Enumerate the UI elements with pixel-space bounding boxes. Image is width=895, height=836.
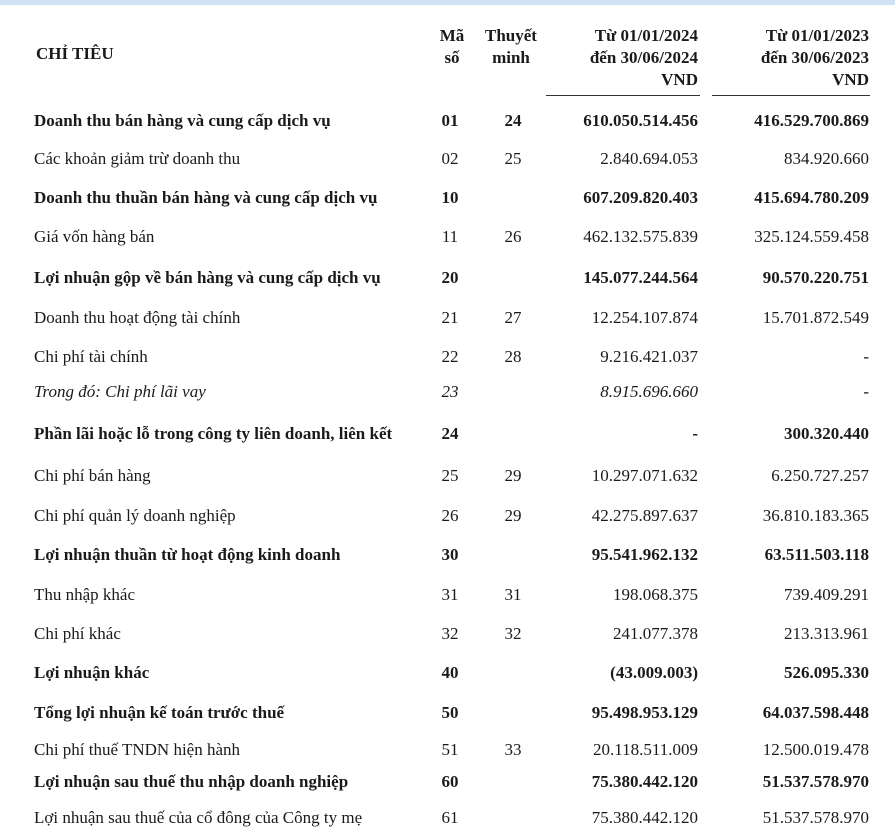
row-value-2023: 526.095.330 xyxy=(784,663,869,682)
table-row xyxy=(0,306,895,330)
row-value-2023: 415.694.780.209 xyxy=(754,188,869,207)
row-value-2023: 15.701.872.549 xyxy=(762,308,869,327)
row-note: 26 xyxy=(504,227,522,246)
row-code: 40 xyxy=(441,663,459,682)
table-row xyxy=(0,147,895,171)
row-code: 30 xyxy=(441,545,459,564)
row-name: Chi phí quản lý doanh nghiệp xyxy=(34,506,236,525)
row-value-2024: 8.915.696.660 xyxy=(600,382,698,401)
row-code: 26 xyxy=(441,506,459,525)
row-name: Doanh thu thuần bán hàng và cung cấp dịch vụ xyxy=(34,188,378,207)
row-code: 02 xyxy=(441,149,459,168)
header-period-2024-from: Từ 01/01/2024 xyxy=(594,26,698,45)
row-name: Chi phí tài chính xyxy=(34,347,148,366)
row-value-2023: 213.313.961 xyxy=(784,624,869,643)
row-code: 32 xyxy=(441,624,459,643)
row-name: Phần lãi hoặc lỗ trong công ty liên doanh, liên kết xyxy=(34,424,393,443)
row-value-2023: 834.920.660 xyxy=(784,149,869,168)
row-note: 27 xyxy=(504,308,522,327)
row-value-2024: 198.068.375 xyxy=(613,585,698,604)
row-value-2023: 90.570.220.751 xyxy=(762,268,869,287)
header-period-2023-to: đến 30/06/2023 xyxy=(760,48,869,67)
table-row xyxy=(0,345,895,369)
row-value-2023: 6.250.727.257 xyxy=(771,466,869,485)
row-code: 10 xyxy=(441,188,459,207)
row-code: 11 xyxy=(441,227,459,246)
header-ma-so xyxy=(437,25,467,69)
row-code: 20 xyxy=(441,268,459,287)
row-value-2024: 42.275.897.637 xyxy=(591,506,698,525)
table-row xyxy=(0,422,895,446)
table-row xyxy=(0,109,895,133)
header-period-2024 xyxy=(548,25,698,91)
row-name: Lợi nhuận khác xyxy=(34,663,150,682)
row-value-2024: 241.077.378 xyxy=(613,624,698,643)
row-value-2024: 75.380.442.120 xyxy=(591,772,698,791)
row-value-2024: 145.077.244.564 xyxy=(583,268,698,287)
row-value-2024: - xyxy=(692,424,698,443)
row-code: 60 xyxy=(441,772,459,791)
table-row xyxy=(0,225,895,249)
row-code: 21 xyxy=(441,308,459,327)
row-value-2023: - xyxy=(863,347,869,366)
row-code: 61 xyxy=(441,808,459,827)
row-name: Doanh thu bán hàng và cung cấp dịch vụ xyxy=(34,111,331,130)
row-note: 31 xyxy=(504,585,522,604)
row-note: 29 xyxy=(504,466,522,485)
row-name: Thu nhập khác xyxy=(34,585,136,604)
header-thuyet-minh-line2: minh xyxy=(492,48,530,67)
row-code: 25 xyxy=(441,466,459,485)
table-row xyxy=(0,543,895,567)
row-note: 28 xyxy=(504,347,522,366)
row-value-2024: 12.254.107.874 xyxy=(591,308,698,327)
row-value-2024: 95.541.962.132 xyxy=(591,545,698,564)
header-underline-2023 xyxy=(712,95,870,96)
row-value-2023: 325.124.559.458 xyxy=(754,227,869,246)
table-row xyxy=(0,622,895,646)
header-underline-2024 xyxy=(546,95,700,96)
row-code: 31 xyxy=(441,585,459,604)
header-thuyet-minh-line1: Thuyết xyxy=(485,26,537,45)
table-row xyxy=(0,770,895,794)
row-code: 51 xyxy=(441,740,459,759)
row-value-2023: 36.810.183.365 xyxy=(762,506,869,525)
table-row xyxy=(0,380,895,404)
table-row xyxy=(0,738,895,762)
row-note: 33 xyxy=(504,740,522,759)
table-row xyxy=(0,701,895,725)
row-name: Lợi nhuận gộp về bán hàng và cung cấp dịch vụ xyxy=(34,268,381,287)
row-value-2023: 416.529.700.869 xyxy=(754,111,869,130)
row-note: 32 xyxy=(504,624,522,643)
row-value-2023: 51.537.578.970 xyxy=(762,772,869,791)
row-value-2023: - xyxy=(863,382,869,401)
row-value-2023: 51.537.578.970 xyxy=(762,808,869,827)
row-value-2024: 462.132.575.839 xyxy=(583,227,698,246)
row-note: 24 xyxy=(504,111,522,130)
header-period-2023 xyxy=(712,25,869,91)
row-name: Lợi nhuận sau thuế thu nhập doanh nghiệp xyxy=(34,772,349,791)
header-thuyet-minh xyxy=(478,25,544,69)
row-note: 25 xyxy=(504,149,522,168)
row-value-2023: 739.409.291 xyxy=(784,585,869,604)
row-code: 01 xyxy=(441,111,459,130)
header-ma-so-line1: Mã xyxy=(439,26,465,45)
row-value-2023: 64.037.598.448 xyxy=(762,703,869,722)
row-value-2024: 10.297.071.632 xyxy=(591,466,698,485)
table-row xyxy=(0,464,895,488)
row-name: Giá vốn hàng bán xyxy=(34,227,155,246)
table-row xyxy=(0,661,895,685)
row-value-2024: (43.009.003) xyxy=(610,663,698,682)
table-row xyxy=(0,504,895,528)
row-value-2023: 12.500.019.478 xyxy=(762,740,869,759)
row-value-2024: 607.209.820.403 xyxy=(583,188,698,207)
row-code: 23 xyxy=(441,382,459,401)
row-value-2024: 9.216.421.037 xyxy=(600,347,698,366)
row-name: Chi phí khác xyxy=(34,624,121,643)
header-period-2023-unit: VND xyxy=(832,70,869,89)
header-ma-so-line2: số xyxy=(444,48,460,67)
row-name: Lợi nhuận thuần từ hoạt động kinh doanh xyxy=(34,545,341,564)
header-period-2024-unit: VND xyxy=(661,70,698,89)
row-name: Các khoản giảm trừ doanh thu xyxy=(34,149,241,168)
table-row xyxy=(0,186,895,210)
row-value-2023: 300.320.440 xyxy=(784,424,869,443)
row-name: Lợi nhuận sau thuế của cổ đông của Công ty mẹ xyxy=(34,808,363,827)
row-value-2024: 610.050.514.456 xyxy=(583,111,698,130)
row-value-2024: 95.498.953.129 xyxy=(591,703,698,722)
header-title: CHỈ TIÊU xyxy=(36,44,114,63)
header-period-2024-to: đến 30/06/2024 xyxy=(589,48,698,67)
header-period-2023-from: Từ 01/01/2023 xyxy=(765,26,869,45)
row-code: 22 xyxy=(441,347,459,366)
table-row xyxy=(0,266,895,290)
row-note: 29 xyxy=(504,506,522,525)
row-value-2023: 63.511.503.118 xyxy=(764,545,869,564)
row-code: 50 xyxy=(441,703,459,722)
row-value-2024: 20.118.511.009 xyxy=(593,740,698,759)
row-name: Tổng lợi nhuận kế toán trước thuế xyxy=(34,703,285,722)
row-name: Doanh thu hoạt động tài chính xyxy=(34,308,241,327)
row-value-2024: 75.380.442.120 xyxy=(591,808,698,827)
top-border xyxy=(0,0,895,5)
row-name: Chi phí thuế TNDN hiện hành xyxy=(34,740,241,759)
table-row xyxy=(0,806,895,830)
row-code: 24 xyxy=(441,424,459,443)
row-name: Chi phí bán hàng xyxy=(34,466,151,485)
table-row xyxy=(0,583,895,607)
row-value-2024: 2.840.694.053 xyxy=(600,149,698,168)
row-name: Trong đó: Chi phí lãi vay xyxy=(34,382,206,401)
